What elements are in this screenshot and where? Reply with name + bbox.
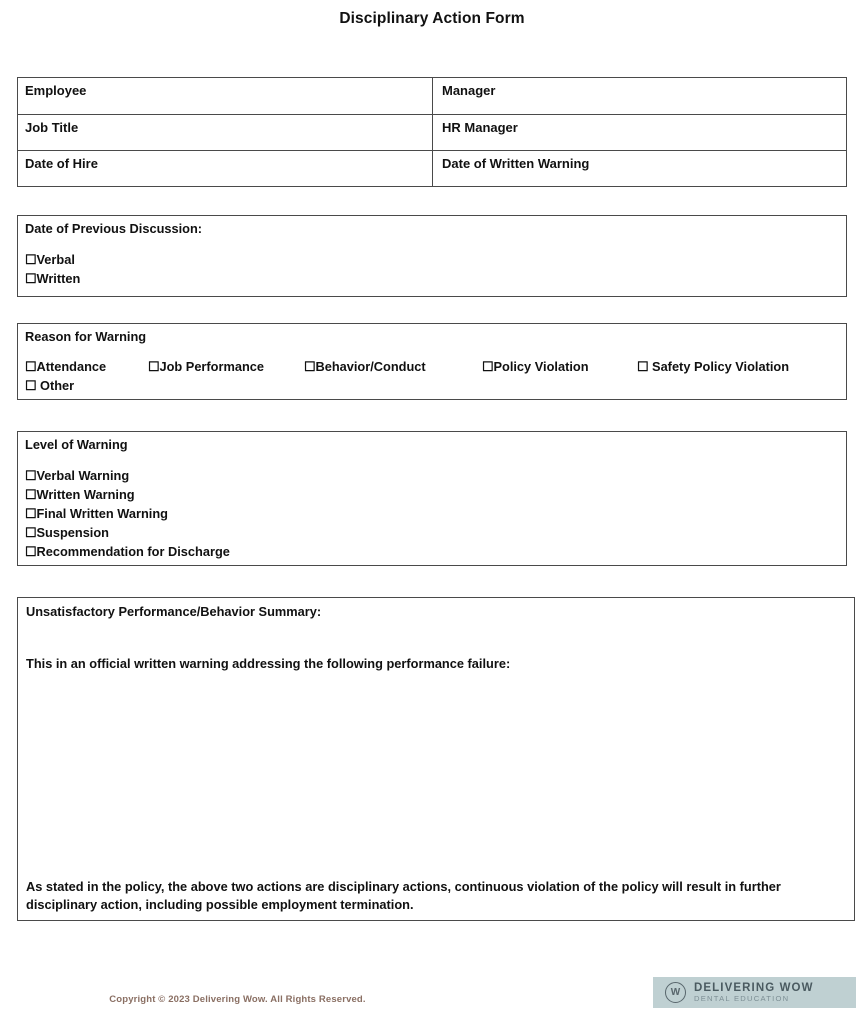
cell-date-of-hire[interactable]: Date of Hire xyxy=(18,151,433,186)
table-row xyxy=(18,78,846,114)
employee-info-table xyxy=(17,77,847,187)
checkbox-option-attendance[interactable]: ☐Attendance xyxy=(25,358,107,374)
section-label-previous-discussion: Date of Previous Discussion: xyxy=(25,221,203,236)
checkbox-option-safety-policy-violation[interactable]: ☐ Safety Policy Violation xyxy=(637,358,790,374)
cell-date-of-written-warning[interactable]: Date of Written Warning xyxy=(442,155,590,171)
checkbox-option-policy-violation[interactable]: ☐Policy Violation xyxy=(482,358,589,374)
brand-name: DELIVERING WOW xyxy=(694,981,814,994)
reason-options-row-1 xyxy=(25,359,846,377)
checkbox-option-other[interactable]: ☐ Other xyxy=(25,377,75,393)
copyright-notice: Copyright © 2023 Delivering Wow. All Rights Reserved. xyxy=(109,994,366,1005)
spacer xyxy=(25,345,846,359)
spacer xyxy=(25,237,846,251)
summary-closing-paragraph: As stated in the policy, the above two actions are disciplinary actions, continuous violation of the policy will result in further disciplinary action, including possible employment termination. xyxy=(26,879,781,913)
table-row xyxy=(18,114,846,150)
table-row xyxy=(18,150,846,186)
section-label-performance-summary: Unsatisfactory Performance/Behavior Summary: xyxy=(26,604,322,619)
circled-w-icon: W xyxy=(665,982,686,1003)
section-label-reason-for-warning: Reason for Warning xyxy=(25,329,147,344)
section-reason-for-warning xyxy=(17,323,847,400)
section-performance-summary xyxy=(17,597,855,921)
summary-intro-text: This in an official written warning addressing the following performance failure: xyxy=(26,655,511,671)
checkbox-option-behavior-conduct[interactable]: ☐Behavior/Conduct xyxy=(304,358,426,374)
checkbox-option-suspension[interactable]: ☐Suspension xyxy=(25,524,109,540)
brand-tagline: DENTAL EDUCATION xyxy=(694,994,790,1004)
spacer xyxy=(25,453,846,467)
cell-manager[interactable]: Manager xyxy=(442,83,496,98)
checkbox-option-verbal[interactable]: ☐Verbal xyxy=(25,251,75,267)
checkbox-option-verbal-warning[interactable]: ☐Verbal Warning xyxy=(25,467,130,483)
brand-logo-text xyxy=(694,982,814,1003)
brand-logo xyxy=(653,977,856,1008)
checkbox-option-final-written-warning[interactable]: ☐Final Written Warning xyxy=(25,505,168,521)
checkbox-option-written-warning[interactable]: ☐Written Warning xyxy=(25,486,135,502)
section-previous-discussion xyxy=(17,215,847,297)
page-title: Disciplinary Action Form xyxy=(339,10,525,27)
cell-job-title[interactable]: Job Title xyxy=(18,115,433,150)
section-label-level-of-warning: Level of Warning xyxy=(25,437,128,452)
section-level-of-warning xyxy=(17,431,847,566)
cell-hr-manager[interactable]: HR Manager xyxy=(442,119,518,135)
cell-employee[interactable]: Employee xyxy=(18,78,433,114)
checkbox-option-recommendation-for-discharge[interactable]: ☐Recommendation for Discharge xyxy=(25,543,230,559)
checkbox-option-job-performance[interactable]: ☐Job Performance xyxy=(148,358,265,374)
checkbox-option-written[interactable]: ☐Written xyxy=(25,270,81,286)
